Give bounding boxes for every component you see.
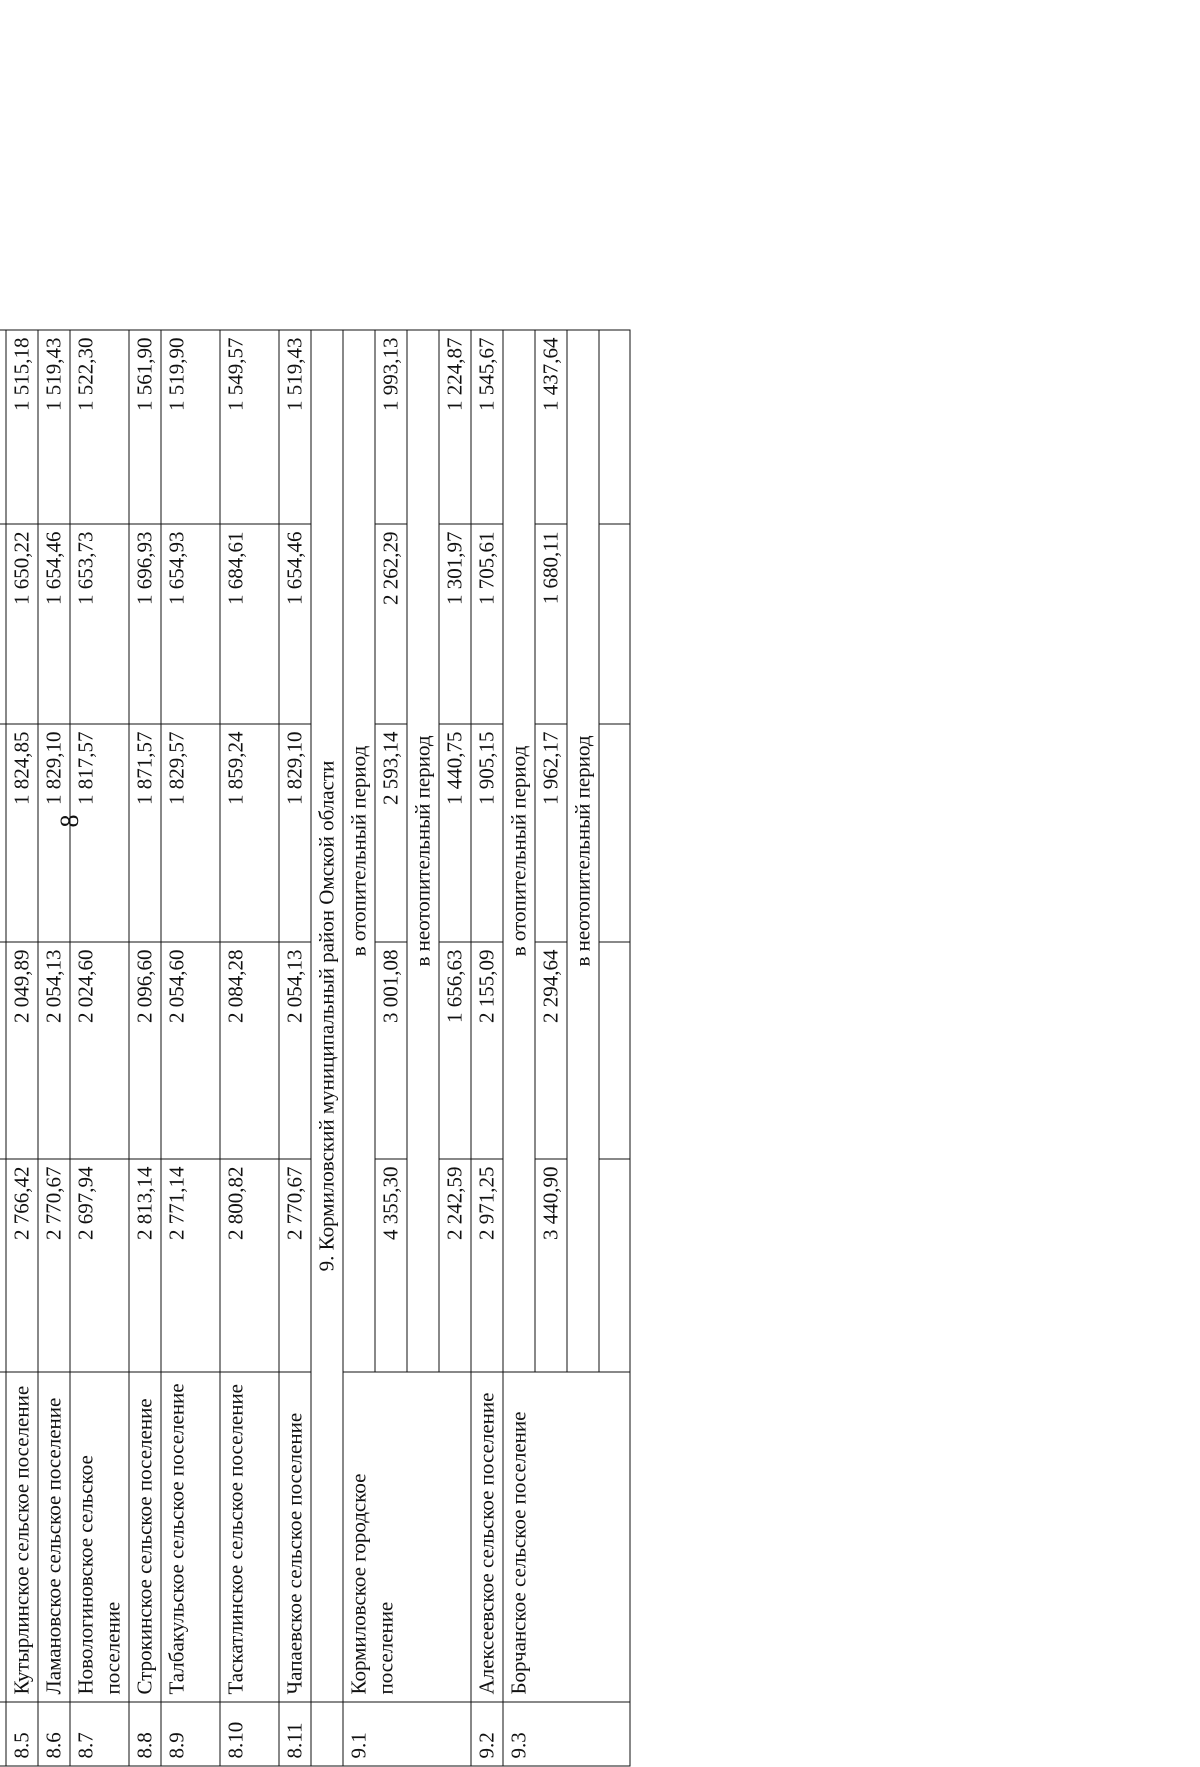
cell: 1 829,57 [161,724,220,942]
row-name: Кутырлинское сельское поселение [6,1372,38,1702]
cell: 1 696,93 [129,524,161,724]
table-row [220,330,279,1766]
table-row [6,330,38,1766]
cell: 1 522,30 [70,330,129,524]
cell: 1 561,90 [129,330,161,524]
cell: 1 829,10 [279,724,311,942]
cell: 1 817,57 [70,724,129,942]
row-number: 9.2 [471,1702,503,1766]
cell: 1 829,10 [38,724,70,942]
cell: 1 654,46 [279,524,311,724]
row-name: Чапаевское сельское поселение [279,1372,311,1702]
cell: 1 545,67 [471,330,503,524]
cell: 1 824,85 [6,724,38,942]
section-title: 9. Кормиловский муниципальный район Омской области [311,330,343,1702]
cell: 4 355,30 [375,1159,407,1372]
cell: 2 155,09 [471,942,503,1159]
period-label: в неотопительный период [567,330,599,1372]
row-number: 8.8 [129,1702,161,1766]
row-number: 8.5 [6,1702,38,1766]
cell: 1 440,75 [439,724,471,942]
rotated-table-sheet [0,331,666,1767]
table-row [343,330,375,1766]
period-label: в отопительный период [343,330,375,1372]
cell: 2 813,14 [129,1159,161,1372]
row-name: Кормиловское городское поселение [343,1372,471,1702]
cell: 2 242,59 [439,1159,471,1372]
cell: 2 262,29 [375,524,407,724]
table-row [70,330,129,1766]
cell: 2 697,94 [70,1159,129,1372]
cell: 2 024,60 [70,942,129,1159]
table-row [161,330,220,1766]
cell: 1 519,90 [161,330,220,524]
cell: 2 054,60 [161,942,220,1159]
cell: 1 650,22 [6,524,38,724]
table-row [129,330,161,1766]
cell: 2 770,67 [38,1159,70,1372]
cell: 1 993,13 [375,330,407,524]
row-number: 9.3 [503,1702,630,1766]
row-name: Строкинское сельское поселение [129,1372,161,1702]
cell: 2 593,14 [375,724,407,942]
cell: 1 705,61 [471,524,503,724]
period-label: в отопительный период [503,330,535,1372]
row-name: Алексеевское сельское поселение [471,1372,503,1702]
table-row [471,330,503,1766]
cell: 1 654,46 [38,524,70,724]
cell: 2 049,89 [6,942,38,1159]
section-header-row [311,330,343,1766]
cell: 1 654,93 [161,524,220,724]
row-number: 9.1 [343,1702,471,1766]
tariff-table [0,330,631,1767]
cell: 2 971,25 [471,1159,503,1372]
cell: 1 905,15 [471,724,503,942]
row-number: 8.11 [279,1702,311,1766]
cell: 2 096,60 [129,942,161,1159]
cell: 3 440,90 [535,1159,567,1372]
row-number: 8.9 [161,1702,220,1766]
row-name: Ламановское сельское поселение [38,1372,70,1702]
cell: 2 770,67 [279,1159,311,1372]
cell: 1 871,57 [129,724,161,942]
cell: 1 962,17 [535,724,567,942]
cell: 1 519,43 [279,330,311,524]
cell: 2 084,28 [220,942,279,1159]
cell: 2 054,13 [38,942,70,1159]
row-name: Новологиновское сельское поселение [70,1372,129,1702]
row-name: Талбакульское сельское поселение [161,1372,220,1702]
cell: 2 771,14 [161,1159,220,1372]
row-number: 8.7 [70,1702,129,1766]
cell: 1 515,18 [6,330,38,524]
row-number: 8.10 [220,1702,279,1766]
cell: 2 054,13 [279,942,311,1159]
cell: 1 301,97 [439,524,471,724]
row-name: Борчанское сельское поселение [503,1372,630,1702]
row-name: Таскатлинское сельское поселение [220,1372,279,1702]
cell: 1 653,73 [70,524,129,724]
cell: 1 519,43 [38,330,70,524]
table-row [279,330,311,1766]
cell: 1 859,24 [220,724,279,942]
cell: 1 656,63 [439,942,471,1159]
table-row [503,330,535,1766]
row-number: 8.6 [38,1702,70,1766]
cell: 1 684,61 [220,524,279,724]
page-number: 8 [55,814,84,828]
cell: 2 800,82 [220,1159,279,1372]
cell: 1 680,11 [535,524,567,724]
cell: 2 766,42 [6,1159,38,1372]
cell: 1 437,64 [535,330,567,524]
period-label: в неотопительный период [407,330,439,1372]
cell: 3 001,08 [375,942,407,1159]
cell: 1 549,57 [220,330,279,524]
cell: 1 224,87 [439,330,471,524]
table-row [38,330,70,1766]
cell: 2 294,64 [535,942,567,1159]
